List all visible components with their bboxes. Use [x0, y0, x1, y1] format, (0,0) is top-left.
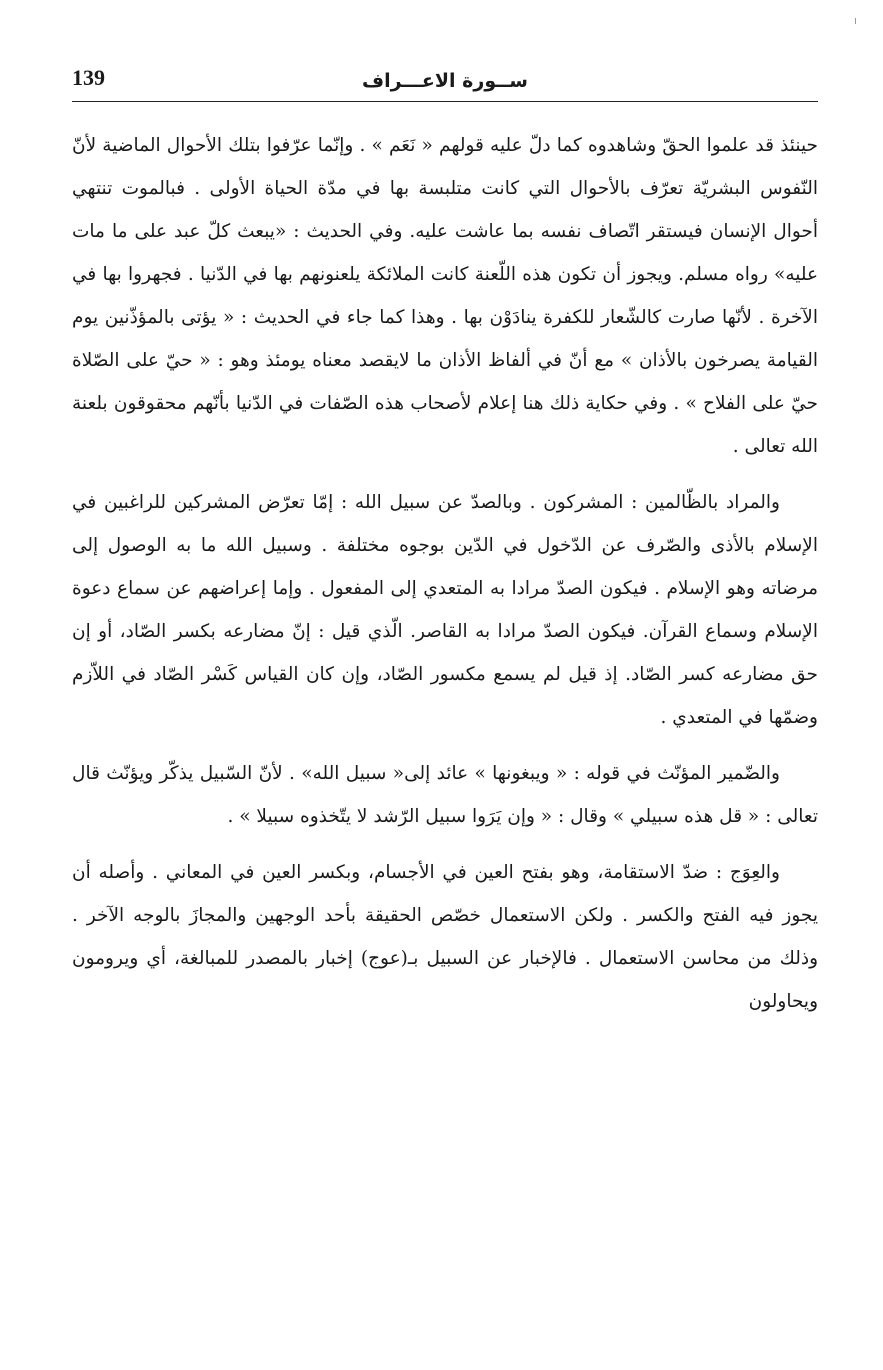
- header-rule: [72, 101, 818, 102]
- paragraph-3: والضّمير المؤنّث في قوله : « ويبغونها » عائد إلى« سبيل الله» . لأنّ السّبيل يذكّر ويؤنّث قال تعالى : « قل هذه سبيلي » وقال : « وإن يَرَوا سبيل الرّشد لا يتّخذوه سبيلا » .: [72, 763, 818, 827]
- paragraph-2: والمراد بالظّالمين : المشركون . وبالصدّ عن سبيل الله : إمّا تعرّض المشركين للراغبين في الإسلام بالأذى والصّرف عن الدّخول في الدّين بوجوه مختلفة . وسبيل الله ما به الوصول إلى مرضاته وهو الإسلام . فيكون الصدّ مرادا به المتعدي إلى المفعول . وإما إعراضهم عن سماع دعوة الإسلام وسماع القرآن. فيكون الصدّ مرادا به القاصر. الّذي قيل : إنّ مضارعه بكسر الصّاد، أو إن حق مضارعه كسر الصّاد. إذ قيل لم يسمع مكسور الصّاد، وإن كان القياس كَسْر الصّاد في اللاّزم وضمّها في المتعدي .: [72, 492, 818, 728]
- paragraph-4: والعِوَج : ضدّ الاستقامة، وهو بفتح العين في الأجسام، وبكسر العين في المعاني . وأصله أن يجوز فيه الفتح والكسر . ولكن الاستعمال خصّص الحقيقة بأحد الوجهين والمجازَ بالوجه الآخر . وذلك من محاسن الاستعمال . فالإخبار عن السبيل بـ(عوج) إخبار بالمصدر للمبالغة، أي ويرومون ويحاولون: [72, 862, 818, 1012]
- body-text: [72, 124, 818, 1023]
- paragraph-1: حينئذ قد علموا الحقّ وشاهدوه كما دلّ عليه قولهم « نَعَم » . وإنّما عرّفوا بتلك الأحوال الماضية لأنّ النّفوس البشريّة تعرّف بالأحوال التي كانت متلبسة بها في مدّة الحياة الأولى . فبالموت تنتهي أحوال الإنسان فيستقر اتّصاف نفسه بما عاشت عليه. وفي الحديث : «يبعث كلّ عبد على ما مات عليه» رواه مسلم. ويجوز أن تكون هذه اللّعنة كانت الملائكة يلعنونهم بها في الدّنيا . فجهروا بها في الآخرة . لأنّها صارت كالشّعار للكفرة ينادَوْن بها . وهذا كما جاء في الحديث : « يؤتى بالمؤذّنين يوم القيامة يصرخون بالأذان » مع أنّ في ألفاظ الأذان ما لايقصد معناه يومئذ وهو : « حيّ على الصّلاة حيّ على الفلاح » . وفي حكاية ذلك هنا إعلام لأصحاب هذه الصّفات في الدّنيا بأنّهم محقوقون بلعنة الله تعالى .: [72, 135, 818, 457]
- running-title: ســورة الاعـــراف: [362, 70, 528, 92]
- page-header: [72, 64, 818, 98]
- page-number: 139: [72, 65, 105, 90]
- scan-mark: [855, 18, 856, 24]
